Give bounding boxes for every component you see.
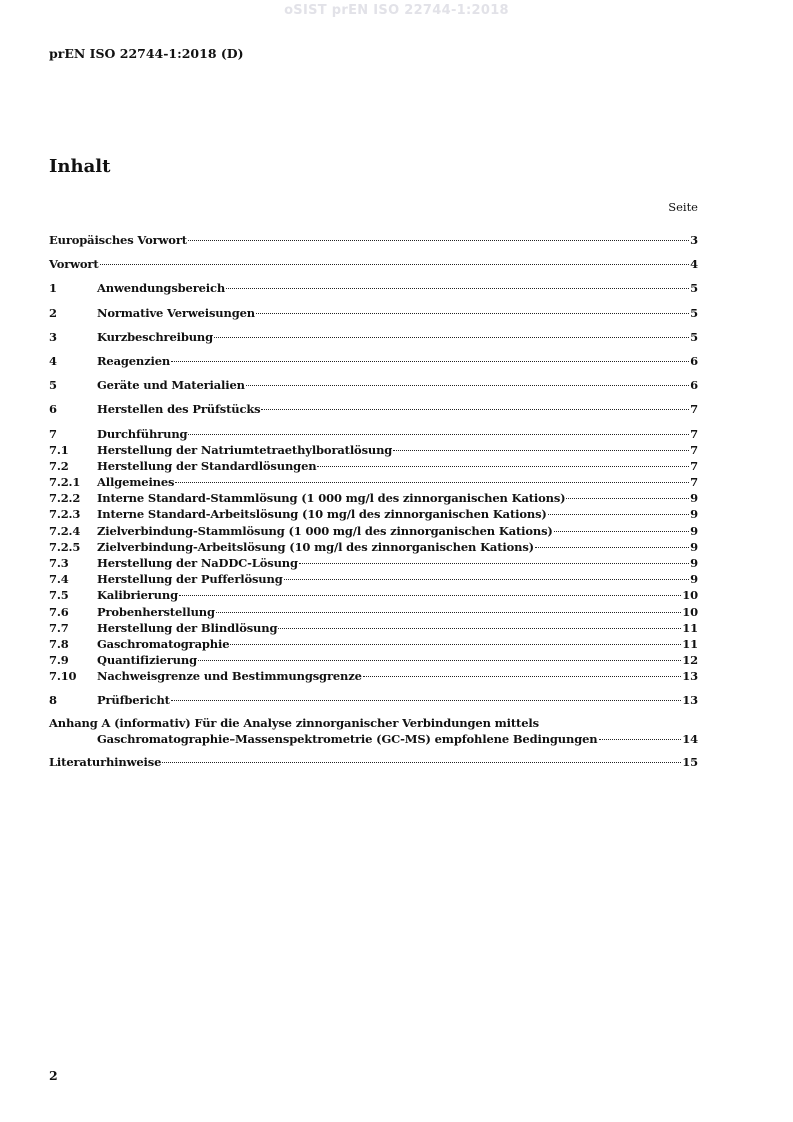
dot-leader xyxy=(179,595,681,596)
dot-leader xyxy=(284,579,690,580)
toc-entry-number: 4 xyxy=(49,353,57,368)
toc-entry[interactable] xyxy=(49,692,698,708)
toc-entry-page: 11 xyxy=(682,620,698,635)
dot-leader xyxy=(566,498,689,499)
toc-entry-number: 7.2.5 xyxy=(49,539,81,554)
toc-entry-number: 7.5 xyxy=(49,588,69,603)
toc-entry[interactable] xyxy=(49,636,698,652)
dot-leader xyxy=(226,288,689,289)
toc-entry-title: Reagenzien xyxy=(97,353,171,368)
toc-entry-title: Kalibrierung xyxy=(97,588,178,603)
toc-entry-page: 9 xyxy=(690,572,698,587)
toc-entry-number: 7.4 xyxy=(49,572,69,587)
toc-entry[interactable] xyxy=(49,506,698,522)
toc-entry-page: 9 xyxy=(690,556,698,570)
toc-entry-page: 9 xyxy=(690,523,698,538)
dot-leader xyxy=(246,385,689,386)
toc-entry-number: 7.2.3 xyxy=(49,507,81,522)
toc-entry[interactable] xyxy=(49,280,698,296)
toc-entry-title: Normative Verweisungen xyxy=(97,305,255,320)
toc-entry-number: 7.7 xyxy=(49,620,69,635)
toc-entry[interactable] xyxy=(49,458,698,474)
annex-title-line1: Anhang A (informativ) Für die Analyse zinnorganischer Verbindungen mittels xyxy=(49,715,539,730)
toc-entry-page: 6 xyxy=(690,378,698,393)
bibliography-title: Literaturhinweise xyxy=(49,755,162,770)
toc-entry[interactable] xyxy=(49,490,698,506)
toc-entry-number: 7 xyxy=(49,426,57,441)
toc-entry-number: 7.2.2 xyxy=(49,491,81,506)
dot-leader xyxy=(599,739,682,740)
dot-leader xyxy=(256,313,689,314)
toc-entry-page: 13 xyxy=(682,669,698,684)
toc-entry-number: 7.2.1 xyxy=(49,475,81,490)
toc-entry-title: Prüfbericht xyxy=(97,692,170,707)
dot-leader xyxy=(214,337,689,338)
watermark: oSIST prEN ISO 22744-1:2018 xyxy=(284,3,509,18)
toc-entry-number: 7.2.4 xyxy=(49,523,81,538)
toc-entry-page: 10 xyxy=(682,588,698,603)
toc-entry-number: 3 xyxy=(49,329,57,344)
toc-entry-page: 9 xyxy=(690,507,698,522)
toc-entry-number: 5 xyxy=(49,378,57,393)
page-column-label: Seite xyxy=(668,200,698,214)
toc-entry[interactable] xyxy=(49,377,698,393)
toc-entry-page: 13 xyxy=(682,692,698,707)
toc-entry[interactable] xyxy=(49,571,698,587)
toc-entry-title: Geräte und Materialien xyxy=(97,378,245,393)
toc-entry[interactable] xyxy=(49,523,698,539)
toc-entries xyxy=(49,232,698,708)
toc-entry-page: 5 xyxy=(690,281,698,296)
bibliography-page: 15 xyxy=(682,755,698,770)
dot-leader xyxy=(299,563,689,564)
toc-entry[interactable] xyxy=(49,232,698,248)
toc-entry-title: Kurzbeschreibung xyxy=(97,329,214,344)
toc-entry-title: Allgemeines xyxy=(97,475,175,490)
toc-entry-page: 12 xyxy=(682,653,698,668)
toc-entry[interactable] xyxy=(49,587,698,603)
dot-leader xyxy=(175,482,689,483)
dot-leader xyxy=(100,264,690,265)
dot-leader xyxy=(171,361,689,362)
toc-entry-title: Gaschromatographie xyxy=(97,636,230,651)
toc-entry-page: 11 xyxy=(682,636,698,651)
toc-entry-number: 7.3 xyxy=(49,556,69,570)
annex-page: 14 xyxy=(682,731,698,746)
dot-leader xyxy=(278,628,681,629)
dot-leader xyxy=(363,676,682,677)
dot-leader xyxy=(188,434,689,435)
toc-entry-page: 9 xyxy=(690,491,698,506)
dot-leader xyxy=(198,660,681,661)
toc-entry-page: 5 xyxy=(690,329,698,344)
toc-entry-title: Herstellung der Natriumtetraethylboratlösung xyxy=(97,442,393,457)
toc-entry-title: Herstellung der Standardlösungen xyxy=(97,458,317,473)
toc-entry[interactable] xyxy=(49,353,698,369)
toc-entry-title: Interne Standard-Stammlösung (1 000 mg/l des zinnorganischen Kations) xyxy=(97,491,566,506)
toc-entry[interactable] xyxy=(49,426,698,442)
dot-leader xyxy=(535,547,689,548)
toc-entry-title: Nachweisgrenze und Bestimmungsgrenze xyxy=(97,669,362,684)
toc-entry-page: 7 xyxy=(690,426,698,441)
toc-entry-number: 7.6 xyxy=(49,604,69,619)
toc-entry-page: 10 xyxy=(682,604,698,619)
toc-entry-page: 7 xyxy=(690,402,698,417)
toc-entry-title: Probenherstellung xyxy=(97,604,215,619)
dot-leader xyxy=(393,450,689,451)
toc-entry-page: 5 xyxy=(690,305,698,320)
toc-entry[interactable] xyxy=(49,652,698,668)
toc-entry-title: Europäisches Vorwort xyxy=(49,233,187,247)
dot-leader xyxy=(188,240,689,241)
toc-entry[interactable] xyxy=(49,474,698,490)
toc-entry-title: Herstellen des Prüfstücks xyxy=(97,402,261,417)
toc-entry-page: 9 xyxy=(690,539,698,554)
toc-entry-title: Interne Standard-Arbeitslösung (10 mg/l des zinnorganischen Kations) xyxy=(97,507,547,522)
toc-entry[interactable] xyxy=(49,401,698,417)
toc-entry-number: 1 xyxy=(49,281,57,296)
toc-heading: Inhalt xyxy=(49,156,111,177)
toc-entry-title: Quantifizierung xyxy=(97,653,197,668)
toc-entry-page: 7 xyxy=(690,442,698,457)
annex-title-line2: Gaschromatographie–Massenspektrometrie (GC-MS) empfohlene Bedingungen xyxy=(97,731,598,746)
table-of-contents xyxy=(49,232,698,770)
toc-entry-title: Zielverbindung-Stammlösung (1 000 mg/l des zinnorganischen Kations) xyxy=(97,523,553,538)
dot-leader xyxy=(317,466,689,467)
document-id: prEN ISO 22744-1:2018 (D) xyxy=(49,46,244,61)
toc-entry[interactable] xyxy=(49,604,698,620)
toc-entry-number: 2 xyxy=(49,305,57,320)
toc-entry-page: 6 xyxy=(690,353,698,368)
dot-leader xyxy=(162,762,681,763)
toc-entry-page: 7 xyxy=(690,475,698,490)
toc-entry-title: Durchführung xyxy=(97,426,188,441)
toc-entry-page: 4 xyxy=(690,257,698,272)
dot-leader xyxy=(554,531,689,532)
dot-leader xyxy=(171,700,681,701)
toc-entry[interactable] xyxy=(49,620,698,636)
toc-entry-page: 3 xyxy=(690,233,698,247)
toc-entry[interactable] xyxy=(49,555,698,571)
toc-entry-title: Herstellung der Blindlösung xyxy=(97,620,278,635)
toc-entry-title: Herstellung der NaDDC-Lösung xyxy=(97,556,298,570)
toc-entry-number: 7.1 xyxy=(49,442,69,457)
toc-entry[interactable] xyxy=(49,539,698,555)
toc-entry-number: 7.10 xyxy=(49,669,77,684)
dot-leader xyxy=(230,644,681,645)
toc-entry[interactable] xyxy=(49,305,698,321)
toc-entry-number: 7.8 xyxy=(49,636,69,651)
dot-leader xyxy=(216,612,681,613)
toc-entry-title: Herstellung der Pufferlösung xyxy=(97,572,283,587)
toc-entry-number: 8 xyxy=(49,692,57,707)
page-number: 2 xyxy=(49,1068,58,1083)
toc-entry[interactable] xyxy=(49,442,698,458)
dot-leader xyxy=(548,514,689,515)
toc-entry[interactable] xyxy=(49,256,698,272)
toc-bibliography-entry[interactable] xyxy=(49,754,698,770)
toc-entry[interactable] xyxy=(49,329,698,345)
dot-leader xyxy=(261,409,689,410)
toc-entry-number: 7.2 xyxy=(49,458,69,473)
toc-entry-title: Anwendungsbereich xyxy=(97,281,226,296)
toc-entry-page: 7 xyxy=(690,458,698,473)
toc-entry-title: Zielverbindung-Arbeitslösung (10 mg/l des zinnorganischen Kations) xyxy=(97,539,534,554)
toc-annex-entry[interactable] xyxy=(49,715,698,747)
toc-entry[interactable] xyxy=(49,668,698,684)
toc-entry-number: 7.9 xyxy=(49,653,69,668)
toc-entry-number: 6 xyxy=(49,402,57,417)
toc-entry-title: Vorwort xyxy=(49,257,99,272)
